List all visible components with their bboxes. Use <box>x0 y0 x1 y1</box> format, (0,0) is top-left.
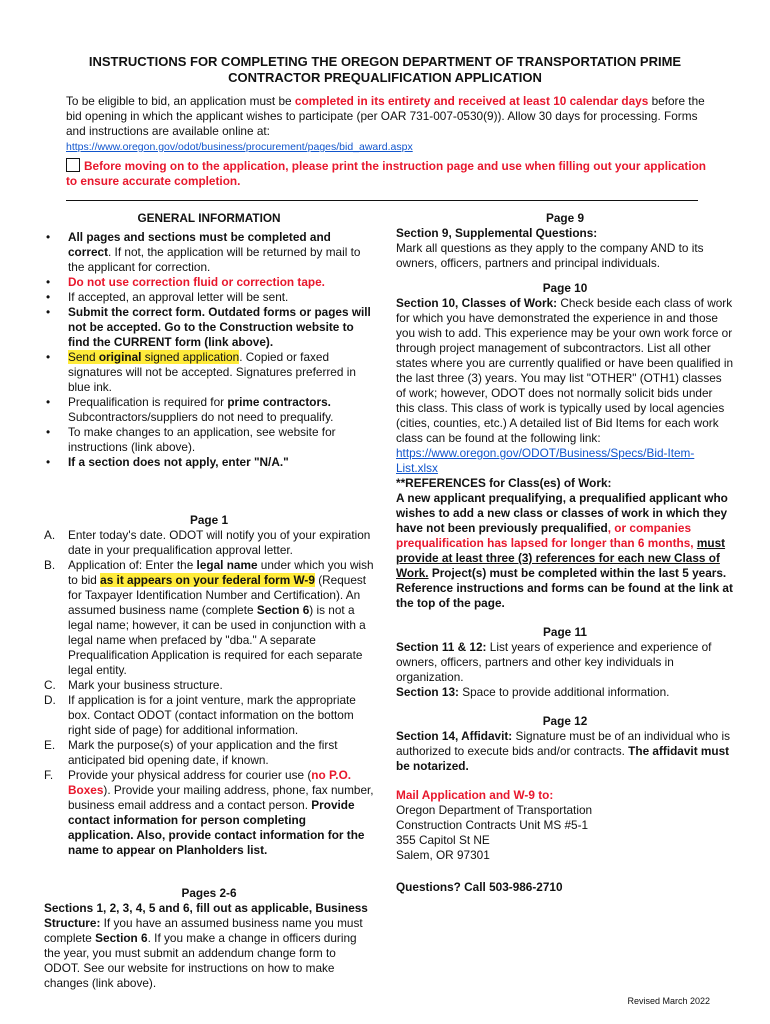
list-item: F. Provide your physical address for courier use (no P.O. Boxes). Provide your mailing address, phone, fax number, business email address and a contact person. Provide contact information for person completing application. Also, provide contact information for the name to appear on Planholders list. <box>44 768 374 857</box>
mail-heading: Mail Application and W-9 to: <box>396 788 554 802</box>
page10-text: Section 10, Classes of Work: Check beside each class of work for which you have demonstrated the experience in and those you wish to add. This experience may be your own work force or through project management of subcontractors. List all other states where you are currently qualified or have been qualified in the last three (3) years. You may list "OTHER" (OTH1) classes of work; however, ODOT does not normally solicit bids under this class. This class of work is typically used by local agencies (cities, counties, etc.) A detailed list of Bid Items for each work class can be found at the following link: https://www.oregon.gov/ODOT/Business/Specs/Bid-Item-List.xlsx <box>396 296 734 475</box>
page9-text: Mark all questions as they apply to the company AND to its owners, officers, partners and principal individuals. <box>396 241 704 270</box>
mail-line: Oregon Department of Transportation <box>396 803 593 817</box>
page-title <box>40 54 730 86</box>
mail-line: Construction Contracts Unit MS #5-1 <box>396 818 589 832</box>
general-list <box>44 230 374 470</box>
list-item: B. Application of: Enter the legal name under which you wish to bid as it appears on your federal form W-9 (Request for Taxpayer Identification Number and Certification). An assumed business name (complete Section 6) is not a legal name; however, it can be used in conjunction with a legal name when prefaced by "dba." A separate Prequalification Application is required for each separate legal entity. <box>44 558 374 677</box>
page12-text: Section 14, Affidavit: Signature must be of an individual who is authorized to execute bids and/or contracts. The affidavit must be notarized. <box>396 729 730 773</box>
list-item: • Submit the correct form. Outdated forms or pages will not be accepted. Go to the Construction website to find the CURRENT form (link above). <box>44 305 374 350</box>
list-item: E. Mark the purpose(s) of your application and the first anticipated bid opening date, if known. <box>44 738 338 767</box>
list-item: A. Enter today's date. ODOT will notify you of your expiration date in your prequalification approval letter. <box>44 528 371 557</box>
right-column <box>396 211 734 895</box>
mail-line: Salem, OR 97301 <box>396 848 490 862</box>
intro-text-1: To be eligible to bid, an application must be <box>66 94 295 108</box>
references-text: A new applicant prequalifying, a prequalified applicant who wishes to add a new class or classes of work in which they have not been previously prequalified, or companies prequalification has lapsed for longer than 6 months, must provide at least three (3) references for each new Class of Work. Project(s) must be completed within the last 5 years. Reference instructions and forms can be found at the link at the top of the page. <box>396 491 733 610</box>
revision-date: Revised March 2022 <box>627 996 710 1006</box>
references-heading: **REFERENCES for Class(es) of Work: <box>396 476 612 490</box>
list-item: C. Mark your business structure. <box>44 678 223 692</box>
list-item: • Prequalification is required for prime contractors. Subcontractors/suppliers do not need to prequalify. <box>44 395 374 425</box>
page10-heading: Page 10 <box>542 281 588 295</box>
pages26-text: Sections 1, 2, 3, 4, 5 and 6, fill out as applicable, Business Structure: If you have an assumed business name you must complete Section 6. If you make a change in officers during the year, you must submit an addendum change form to ODOT. See our website for instructions on how to make changes (link above). <box>44 901 368 990</box>
page9-heading: Page 9 <box>545 211 585 225</box>
list-item: • Do not use correction fluid or correction tape. <box>44 275 374 290</box>
page9-subheading: Section 9, Supplemental Questions: <box>396 226 598 240</box>
mail-line: 355 Capitol St NE <box>396 833 490 847</box>
page11-heading: Page 11 <box>543 625 587 639</box>
left-column <box>44 211 374 991</box>
page12-heading: Page 12 <box>542 714 588 728</box>
pages26-heading: Pages 2-6 <box>181 886 237 900</box>
title-line-2: CONTRACTOR PREQUALIFICATION APPLICATION <box>228 70 542 85</box>
notice-checkbox[interactable] <box>66 158 80 172</box>
intro-text-2: before the bid opening in which the applicant wishes to participate (per OAR 731-007-0530(9)). Allow 30 days for processing. Forms and instructions are available online at: <box>66 94 705 138</box>
list-item: D. If application is for a joint venture, mark the appropriate box. Contact ODOT (contact information on the bottom right side of page) for additional information. <box>44 693 356 737</box>
list-item: • If accepted, an approval letter will be sent. <box>44 290 374 305</box>
print-notice <box>66 158 716 189</box>
divider <box>66 200 698 201</box>
list-item: • If a section does not apply, enter "N/A." <box>44 455 374 470</box>
forms-link[interactable]: https://www.oregon.gov/odot/business/procurement/pages/bid_award.aspx <box>66 141 413 153</box>
page1-list <box>44 528 374 858</box>
bid-item-link[interactable]: https://www.oregon.gov/ODOT/Business/Specs/Bid-Item-List.xlsx <box>396 446 695 475</box>
page11-text: Section 11 & 12: List years of experience and experience of owners, officers, partners and other key individuals in organization. <box>396 640 712 684</box>
list-item: • Send original signed application. Copied or faxed signatures will not be accepted. Signatures preferred in blue ink. <box>44 350 374 395</box>
questions-contact: Questions? Call 503-986-2710 <box>396 880 563 894</box>
page1-heading: Page 1 <box>189 513 229 527</box>
list-item: • All pages and sections must be completed and correct. If not, the application will be returned by mail to the applicant for correction. <box>44 230 374 275</box>
general-heading: GENERAL INFORMATION <box>137 211 281 225</box>
list-item: • To make changes to an application, see website for instructions (link above). <box>44 425 374 455</box>
intro-paragraph <box>66 94 716 155</box>
title-line-1: INSTRUCTIONS FOR COMPLETING THE OREGON DEPARTMENT OF TRANSPORTATION PRIME <box>88 54 682 69</box>
notice-text: Before moving on to the application, please print the instruction page and use when filling out your application to ensure accurate completion. <box>66 159 707 188</box>
page11-s13: Section 13: Space to provide additional information. <box>396 685 670 699</box>
intro-deadline: completed in its entirety and received at least 10 calendar days <box>294 94 649 108</box>
